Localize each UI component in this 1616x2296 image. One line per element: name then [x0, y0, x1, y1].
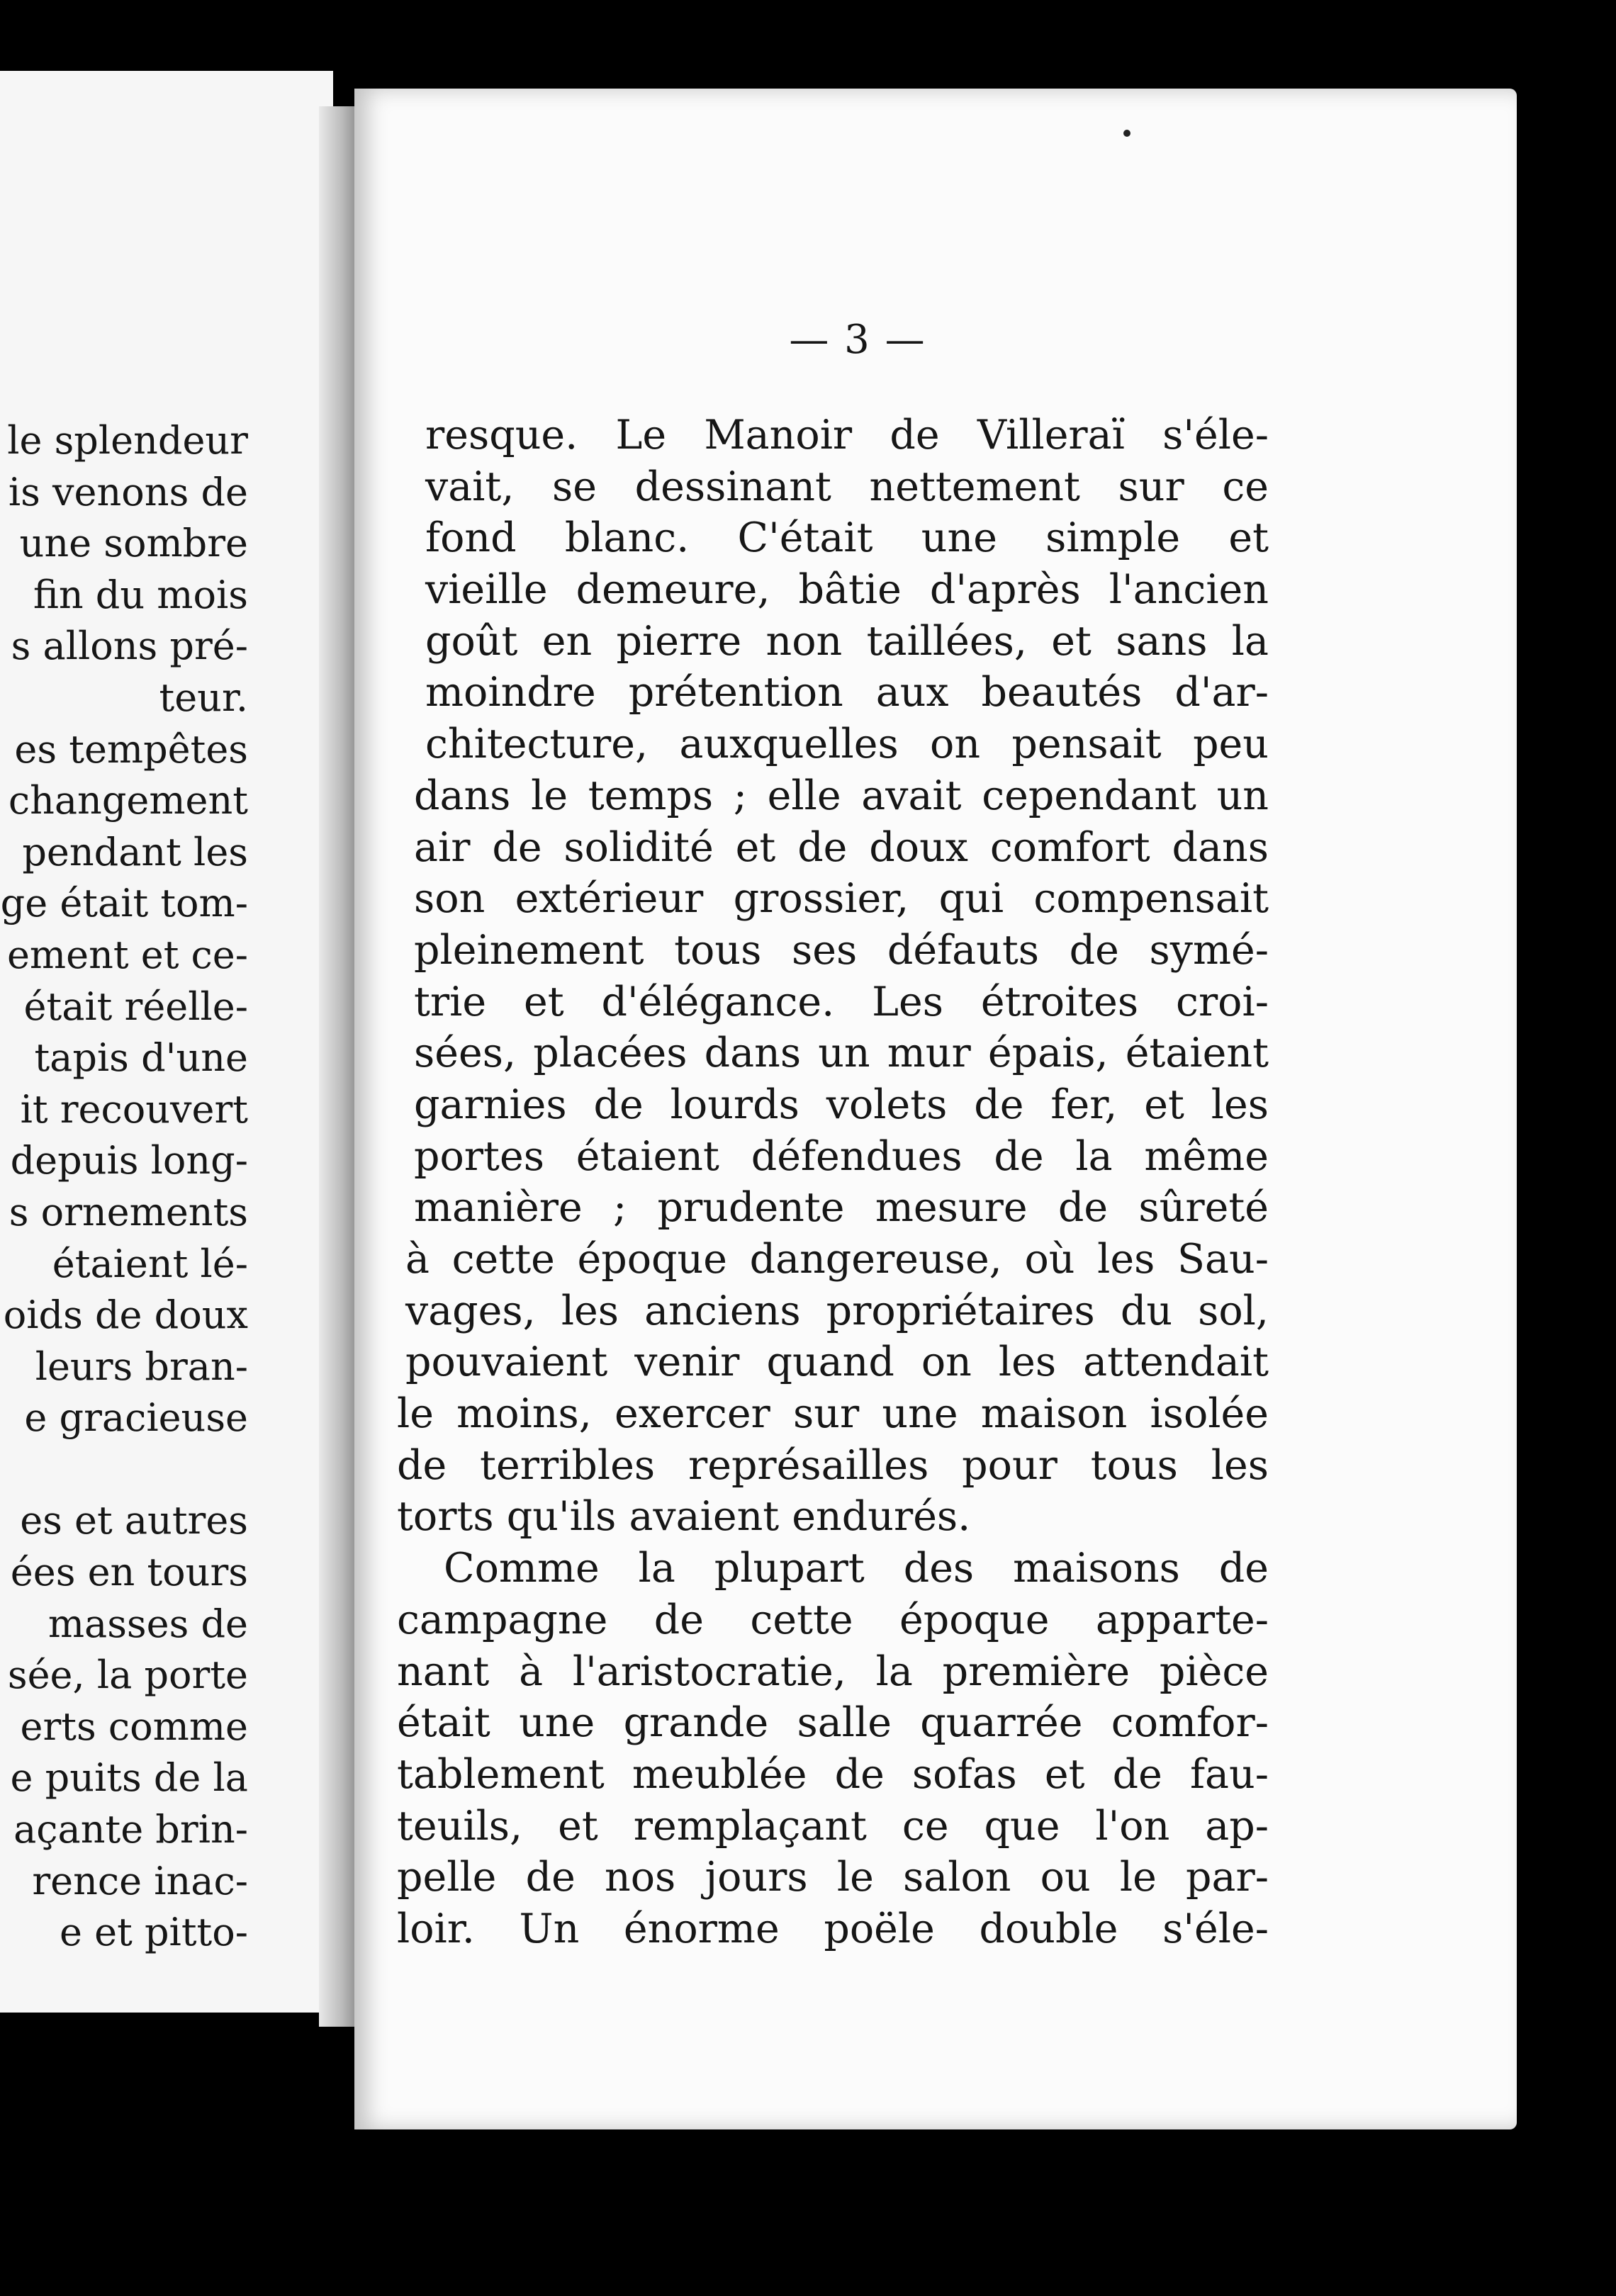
text-line: goût en pierre non taillées, et sans la — [425, 617, 1269, 665]
text-line: e gracieuse — [24, 1395, 248, 1441]
text-line: ement et ce- — [6, 932, 248, 977]
text-line: torts qu'ils avaient endurés. — [397, 1493, 971, 1541]
text-line: le moins, exercer sur une maison isolée — [397, 1390, 1269, 1438]
text-line: depuis long- — [10, 1138, 248, 1183]
text-line: is venons de — [8, 469, 248, 514]
text-line: pendant les — [22, 829, 248, 874]
text-line: teur. — [159, 675, 248, 720]
text-line: loir. Un énorme poële double s'éle- — [397, 1905, 1269, 1952]
text-line: pouvaient venir quand on les attendait — [405, 1339, 1269, 1386]
text-line: resque. Le Manoir de Villeraï s'éle- — [425, 412, 1269, 458]
left-page — [0, 71, 333, 2013]
text-line: moindre prétention aux beautés d'ar- — [425, 669, 1269, 716]
text-line: campagne de cette époque apparte- — [397, 1596, 1269, 1643]
text-line: une sombre — [19, 521, 248, 566]
text-line: leurs bran- — [35, 1344, 248, 1389]
text-line: pelle de nos jours le salon ou le par- — [397, 1854, 1269, 1901]
text-line: açante brin- — [13, 1807, 248, 1852]
text-line: changement — [8, 778, 248, 823]
text-line: s ornements — [9, 1189, 248, 1234]
text-line: trie et d'élégance. Les étroites croi- — [414, 978, 1269, 1025]
text-line: e puits de la — [10, 1755, 248, 1801]
text-line: à cette époque dangereuse, où les Sau- — [405, 1236, 1269, 1283]
text-line: vieille demeure, bâtie d'après l'ancien — [425, 566, 1269, 614]
text-line: s allons pré- — [11, 624, 248, 669]
text-line: es et autres — [20, 1498, 248, 1543]
text-line: erts comme — [20, 1704, 248, 1749]
text-line: fin du mois — [33, 572, 248, 617]
right-page — [354, 89, 1517, 2129]
text-line: Comme la plupart des maisons de — [444, 1545, 1269, 1592]
text-line: tapis d'une — [34, 1035, 248, 1081]
text-line: dans le temps ; elle avait cependant un — [414, 772, 1269, 819]
paragraph-gap — [0, 1444, 248, 1496]
text-line: rence inac- — [32, 1858, 248, 1903]
text-line: it recouvert — [20, 1086, 248, 1132]
text-line: fond blanc. C'était une simple et — [425, 514, 1269, 562]
text-line: manière ; prudente mesure de sûreté — [414, 1184, 1269, 1232]
text-line: ge était tom- — [0, 881, 248, 926]
text-line: e et pitto- — [60, 1910, 248, 1955]
text-line: sées, placées dans un mur épais, étaient — [414, 1030, 1269, 1077]
text-line: es tempêtes — [14, 726, 248, 772]
text-line: garnies de lourds volets de fer, et les — [414, 1081, 1269, 1128]
text-line: oids de doux — [3, 1293, 248, 1338]
left-page-text — [0, 415, 248, 1959]
text-line: le splendeur — [7, 418, 248, 463]
text-line: nant à l'aristocratie, la première pièce — [397, 1648, 1269, 1695]
text-line: était réelle- — [23, 984, 248, 1029]
text-line: air de solidité et de doux comfort dans — [414, 823, 1269, 871]
text-line: pleinement tous ses défauts de symé- — [414, 926, 1269, 974]
text-line: ées en tours — [10, 1550, 248, 1595]
text-line: chitecture, auxquelles on pensait peu — [425, 721, 1269, 768]
text-line: son extérieur grossier, qui compensait — [414, 875, 1269, 923]
text-line: vages, les anciens propriétaires du sol, — [405, 1287, 1269, 1334]
page-number: — 3 — — [789, 317, 926, 363]
text-line: de terribles représailles pour tous les — [397, 1441, 1269, 1489]
paper-speck — [1123, 130, 1130, 137]
text-line: tablement meublée de sofas et de fau- — [397, 1750, 1269, 1798]
text-line: étaient lé- — [52, 1241, 248, 1286]
text-line: était une grande salle quarrée comfor- — [397, 1699, 1269, 1747]
text-line: teuils, et remplaçant ce que l'on ap- — [397, 1802, 1269, 1850]
text-line: sée, la porte — [7, 1653, 248, 1698]
text-line: portes étaient défendues de la même — [414, 1132, 1269, 1180]
right-page-text — [397, 410, 1269, 1955]
text-line: masses de — [47, 1601, 248, 1646]
text-line: vait, se dessinant nettement sur ce — [425, 463, 1269, 510]
